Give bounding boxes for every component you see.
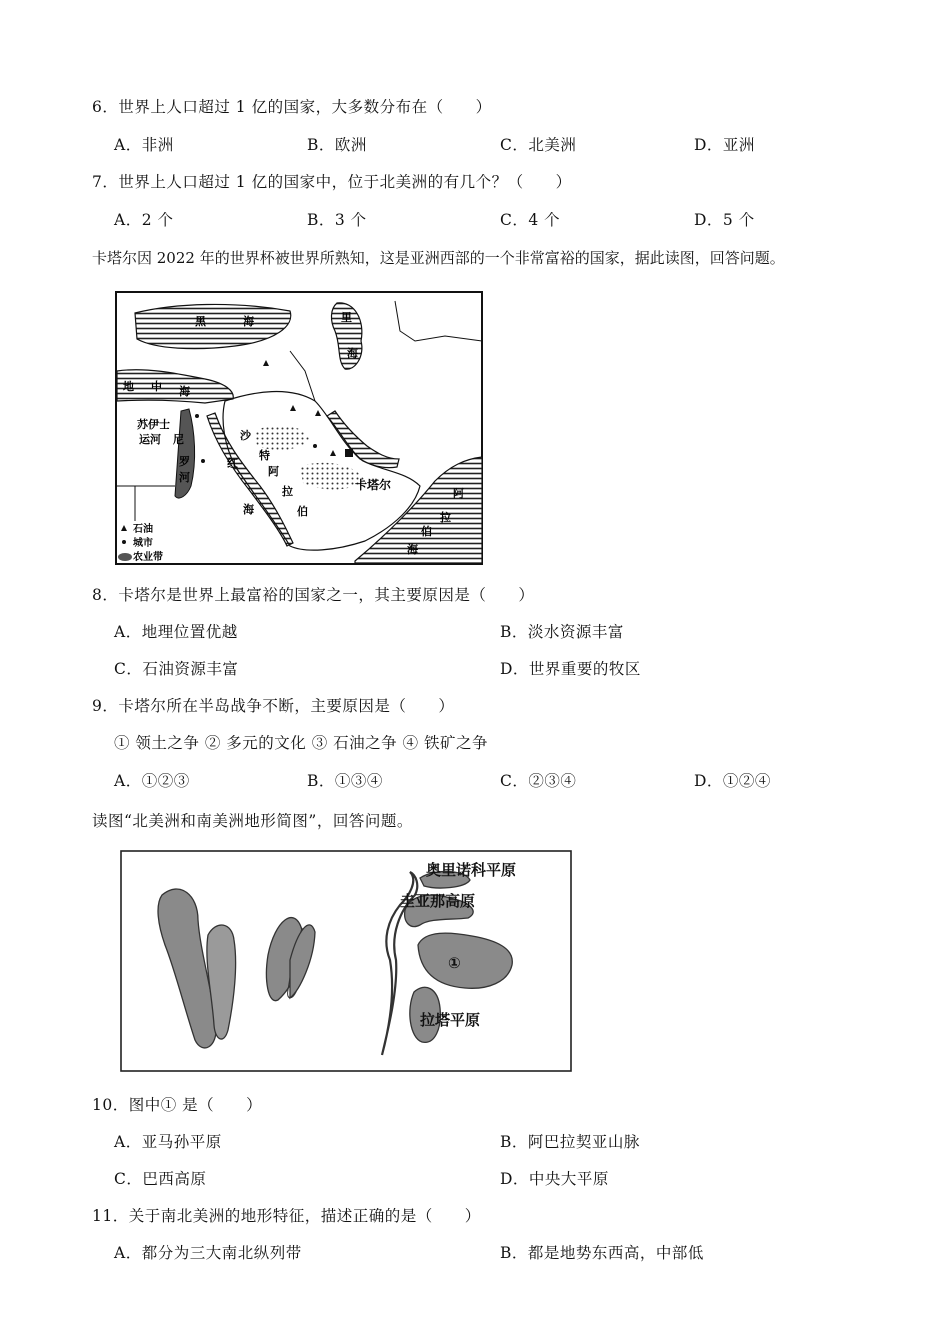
label-nile-1: 尼 [173, 433, 184, 446]
question-10-stem: 10．图中① 是（ ） [92, 1096, 263, 1114]
label-med-1: 地 [123, 380, 134, 393]
question-7-option-b[interactable]: B．3 个 [307, 211, 367, 229]
qatar-city-icon [345, 449, 353, 457]
question-11-option-b[interactable]: B．都是地势东西高，中部低 [500, 1244, 704, 1262]
label-saudi-1: 沙 [240, 429, 251, 442]
label-arab-1: 阿 [453, 487, 464, 500]
passage-americas-intro: 读图“北美洲和南美洲地形简图”，回答问题。 [92, 812, 413, 830]
americas-terrain-map [120, 850, 572, 1072]
label-arab-4: 海 [407, 543, 418, 556]
question-8-option-b[interactable]: B．淡水资源丰富 [500, 623, 624, 641]
label-suez-2: 运河 [139, 433, 161, 446]
label-arab-2: 拉 [440, 511, 451, 524]
question-9-option-a[interactable]: A．①②③ [114, 772, 190, 790]
question-9-option-d[interactable]: D．①②④ [694, 772, 771, 790]
question-6-option-b[interactable]: B．欧洲 [307, 136, 367, 154]
label-nile-2: 罗 [179, 455, 190, 468]
label-suez: 苏伊士 [137, 418, 170, 431]
question-6-option-d[interactable]: D．亚洲 [694, 136, 755, 154]
legend-oil: 石油 [133, 524, 153, 535]
question-6-option-c[interactable]: C．北美洲 [500, 136, 577, 154]
question-8-option-a[interactable]: A．地理位置优越 [114, 623, 238, 641]
question-10-option-d[interactable]: D．中央大平原 [500, 1170, 609, 1188]
label-saudi-4: 拉 [282, 485, 293, 498]
question-7-stem: 7．世界上人口超过 1 亿的国家中，位于北美洲的有几个？（ ） [92, 173, 572, 191]
question-10-option-c[interactable]: C．巴西高原 [114, 1170, 207, 1188]
question-7-option-a[interactable]: A．2 个 [114, 211, 174, 229]
question-6-option-a[interactable]: A．非洲 [114, 136, 174, 154]
label-guiana: 圭亚那高原 [400, 892, 476, 910]
question-10-option-a[interactable]: A．亚马孙平原 [114, 1133, 222, 1151]
agriculture-belt-icon [118, 553, 132, 561]
label-qatar: 卡塔尔 [355, 478, 392, 492]
label-saudi-5: 伯 [297, 505, 308, 518]
label-arab-3: 伯 [421, 525, 432, 538]
label-black-sea-2: 海 [243, 315, 254, 328]
label-nile-3: 河 [179, 471, 190, 484]
question-9-stem: 9．卡塔尔所在半岛战争不断，主要原因是（ ） [92, 697, 455, 715]
question-8-option-d[interactable]: D．世界重要的牧区 [500, 660, 641, 678]
passage-qatar-intro: 卡塔尔因 2022 年的世界杯被世界所熟知，这是亚洲西部的一个非常富裕的国家，据此读图，回答问题。 [92, 249, 785, 267]
question-9-option-b[interactable]: B．①③④ [307, 772, 383, 790]
question-11-stem: 11．关于南北美洲的地形特征，描述正确的是（ ） [92, 1207, 481, 1225]
legend-agriculture: 农业带 [133, 552, 163, 563]
label-med-2: 中 [151, 380, 162, 393]
label-orinoco: 奥里诺科平原 [426, 861, 517, 879]
question-9-choices: ① 领土之争 ② 多元的文化 ③ 石油之争 ④ 铁矿之争 [114, 734, 488, 752]
label-laplata: 拉塔平原 [420, 1011, 481, 1029]
label-red-1: 红 [227, 457, 238, 470]
label-region-1: ① [448, 954, 461, 972]
label-med-3: 海 [179, 385, 190, 398]
label-saudi-3: 阿 [268, 465, 279, 478]
label-caspian-2: 海 [347, 347, 358, 360]
question-7-option-c[interactable]: C．4 个 [500, 211, 561, 229]
label-black-sea-1: 黑 [195, 315, 206, 328]
label-saudi-2: 特 [259, 449, 270, 462]
question-7-option-d[interactable]: D．5 个 [694, 211, 755, 229]
question-9-option-c[interactable]: C．②③④ [500, 772, 577, 790]
question-8-stem: 8．卡塔尔是世界上最富裕的国家之一，其主要原因是（ ） [92, 586, 535, 604]
label-caspian-1: 里 [341, 311, 352, 324]
question-8-option-c[interactable]: C．石油资源丰富 [114, 660, 239, 678]
question-6-stem: 6．世界上人口超过 1 亿的国家，大多数分布在（ ） [92, 98, 492, 116]
question-11-option-a[interactable]: A．都分为三大南北纵列带 [114, 1244, 302, 1262]
label-red-2: 海 [243, 503, 254, 516]
city-icon [122, 540, 126, 544]
question-10-option-b[interactable]: B．阿巴拉契亚山脉 [500, 1133, 640, 1151]
middle-east-map [115, 291, 483, 565]
legend-city: 城市 [133, 538, 153, 549]
